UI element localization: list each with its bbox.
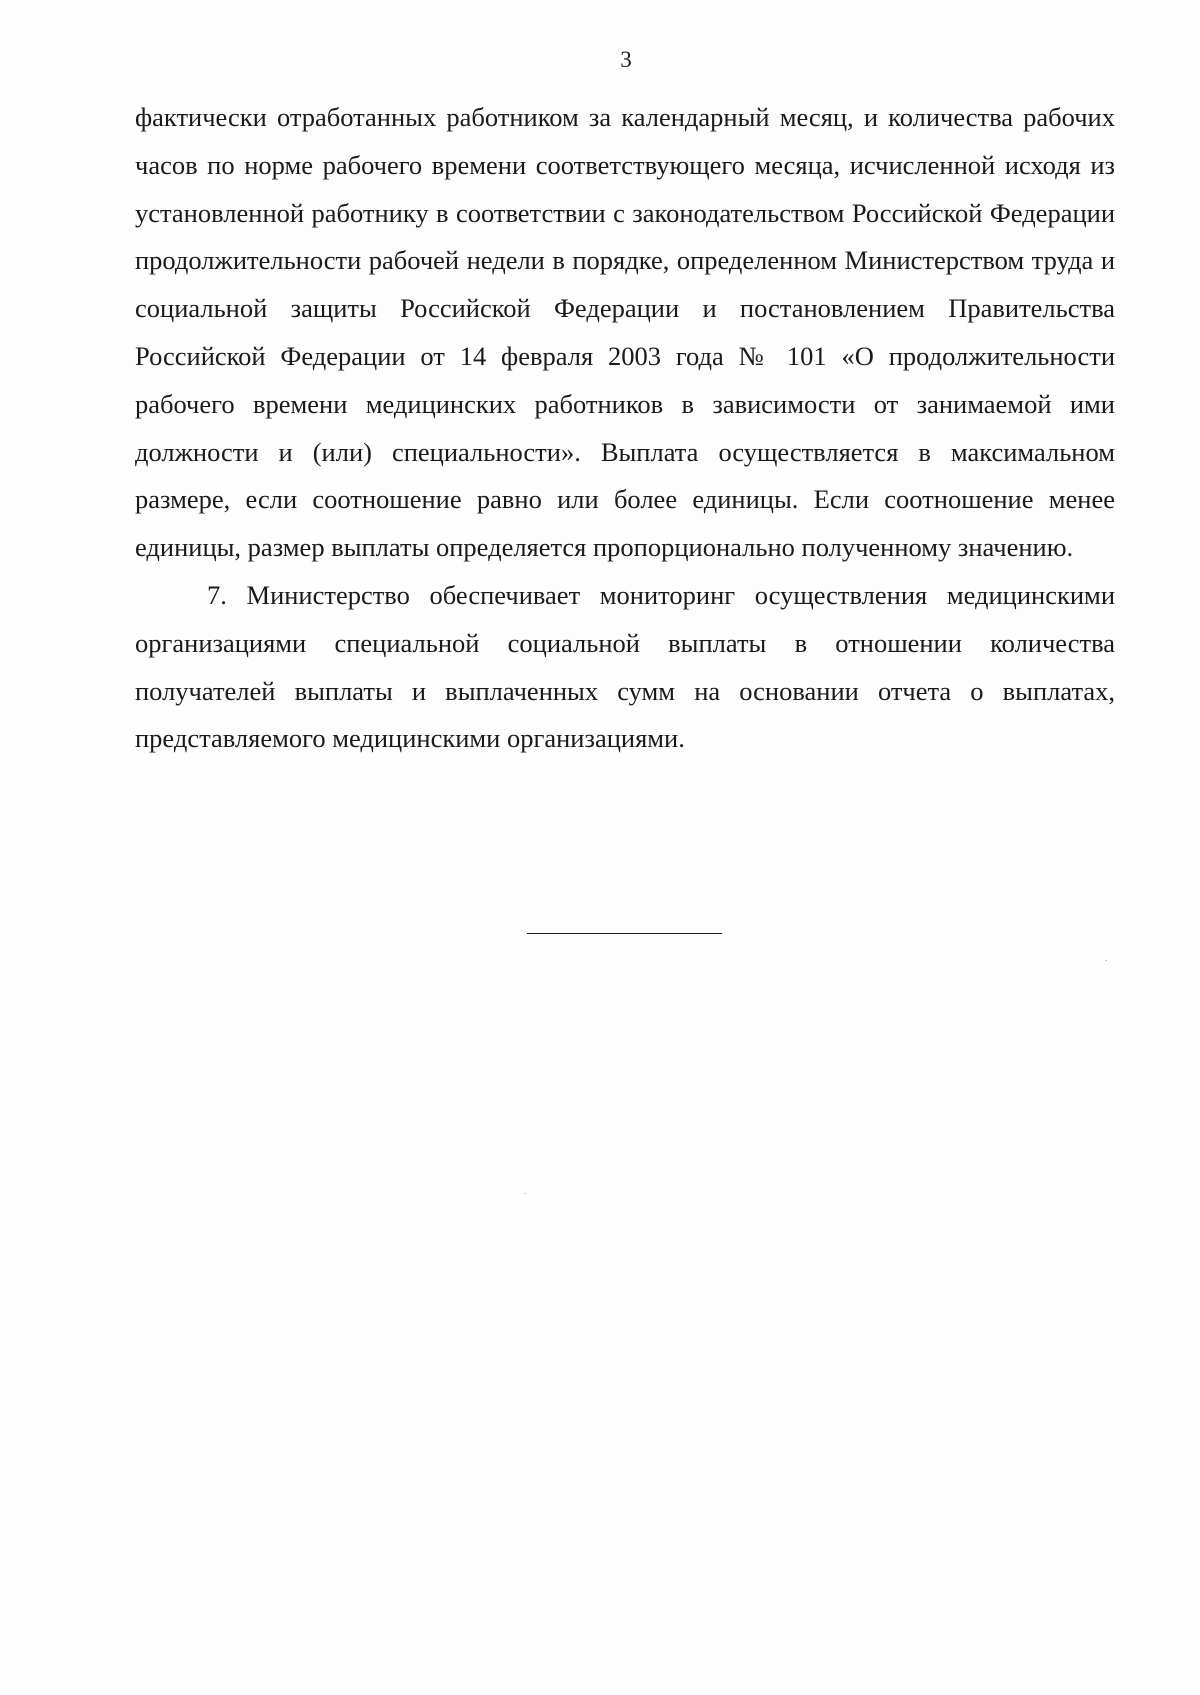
page-number: 3 [620, 47, 632, 72]
paragraph-item-7: 7. Министерство обеспечивает мониторинг осуществления медицинскими организациями специальной социальной выплаты в отношении количества получателей выплаты и выплаченных сумм на основании отчета о выплатах, представляемого медицинскими организациями. [135, 579, 1115, 754]
end-separator-line [527, 933, 722, 934]
scan-speck [1105, 960, 1107, 961]
paragraph-continuation: фактически отработанных работником за календарный месяц, и количества рабочих часов по норме рабочего времени соответствующего месяца, исчисленной исходя из установленной работнику в соответствии с законодательством Российской Федерации продолжительности рабочей недели в порядке, определенном Министерством труда и социальной защиты Российской Федерации и постановлением Правительства Российской Федерации от 14 февраля 2003 года № 101 «О продолжительности рабочего времени медицинских работников в зависимости от занимаемой ими должности и (или) специальности». Выплата осуществляется в максимальном размере, если соотношение равно или более единицы. Если соотношение менее единицы, размер выплаты определяется пропорционально полученному значению. [135, 102, 1115, 563]
document-body [135, 94, 1115, 763]
scan-speck [524, 1193, 526, 1194]
